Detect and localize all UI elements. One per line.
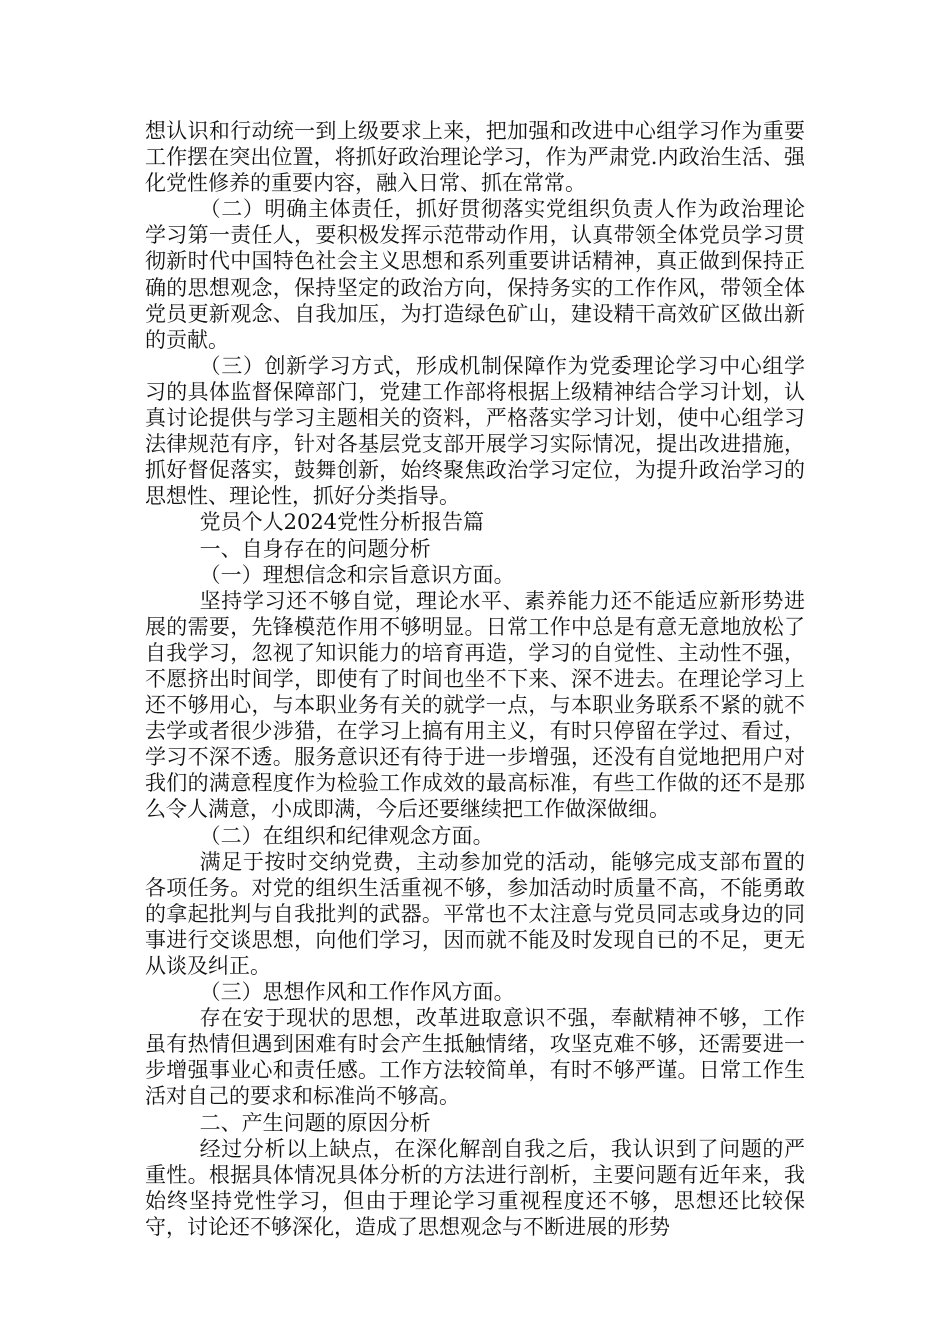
subheading-discipline: （二）在组织和纪律观念方面。 — [199, 823, 494, 848]
section-title: 党员个人2024党性分析报告篇 — [199, 510, 485, 535]
subheading-ideals: （一）理想信念和宗旨意识方面。 — [199, 562, 515, 587]
document-body — [145, 118, 805, 1240]
paragraph-ideals: 坚持学习还不够自觉，理论水平、素养能力还不能适应新形势进展的需要，先锋模范作用不够明显。日常工作中总是有意无意地放松了自我学习，忽视了知识能力的培育再造，学习的自觉性、主动性不强，不愿挤出时间学，即使有了时间也坐不下来、深不进去。在理论学习上还不够用心，与本职业务有关的就学一点，与本职业务联系不紧的就不去学或者很少涉猎，在学习上搞有用主义，有时只停留在学过、看过，学习不深不透。服务意识还有待于进一步增强，还没有自觉地把用户对我们的满意程度作为检验工作成效的最高标准，有些工作做的还不是那么令人满意，小成即满，今后还要继续把工作做深做细。 — [145, 588, 805, 822]
paragraph-cause-analysis: 经过分析以上缺点，在深化解剖自我之后，我认识到了问题的严重性。根据具体情况具体分析的方法进行剖析，主要问题有近年来，我始终坚持党性学习，但由于理论学习重视程度还不够，思想还比较保守，讨论还不够深化，造成了思想观念与不断进展的形势 — [145, 1136, 805, 1239]
paragraph-work-style: 存在安于现状的思想，改革进取意识不强，奉献精神不够，工作虽有热情但遇到困难有时会产生抵触情绪，攻坚克难不够，还需要进一步增强事业心和责任感。工作方法较简单，有时不够严谨。日常工作生活对自己的要求和标准尚不够高。 — [145, 1006, 805, 1109]
paragraph-continuation: 想认识和行动统一到上级要求上来，把加强和改进中心组学习作为重要工作摆在突出位置，将抓好政治理论学习，作为严肃党.内政治生活、强化党性修养的重要内容，融入日常、抓在常常。 — [145, 119, 805, 196]
paragraph-discipline: 满足于按时交纳党费，主动参加党的活动，能够完成支部布置的各项任务。对党的组织生活重视不够，参加活动时质量不高，不能勇敢的拿起批判与自我批判的武器。平常也不太注意与党员同志或身边的同事进行交谈思想，向他们学习，因而就不能及时发现自已的不足，更无从谈及纠正。 — [145, 849, 805, 978]
heading-problem-analysis: 一、自身存在的问题分析 — [199, 536, 431, 561]
paragraph-responsibility: （二）明确主体责任，抓好贯彻落实党组织负责人作为政治理论学习第一责任人，要积极发挥示范带动作用，认真带领全体党员学习贯彻新时代中国特色社会主义思想和系列重要讲话精神，真正做到保持正确的思想观念，保持坚定的政治方向，保持务实的工作作风，带领全体党员更新观念、自我加压，为打造绿色矿山，建设精干高效矿区做出新的贡献。 — [145, 197, 805, 352]
subheading-work-style: （三）思想作风和工作作风方面。 — [199, 980, 515, 1005]
heading-cause-analysis: 二、产生问题的原因分析 — [199, 1110, 431, 1135]
paragraph-learning-method: （三）创新学习方式，形成机制保障作为党委理论学习中心组学习的具体监督保障部门，党建工作部将根据上级精神结合学习计划，认真讨论提供与学习主题相关的资料，严格落实学习计划，使中心组学习法律规范有序，针对各基层党支部开展学习实际情况，提出改进措施，抓好督促落实，鼓舞创新，始终聚焦政治学习定位，为提升政治学习的思想性、理论性，抓好分类指导。 — [145, 353, 805, 509]
